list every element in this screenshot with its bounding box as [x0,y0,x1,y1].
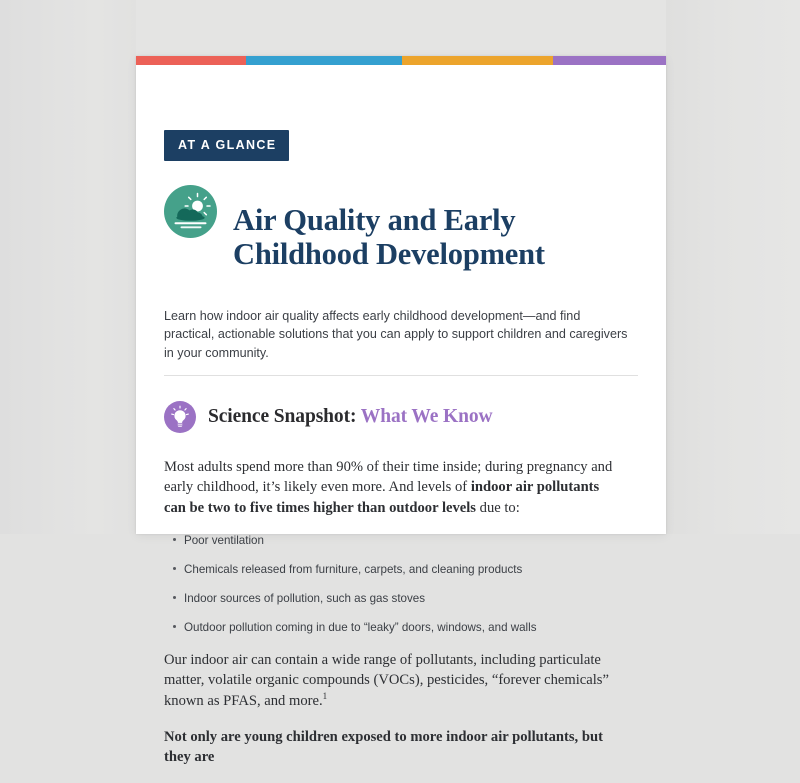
paragraph-3: Not only are young children exposed to more indoor air pollutants, but they are [164,728,603,766]
badge-container [164,65,638,161]
list-item: Indoor sources of pollution, such as gas stoves [184,591,638,606]
document-content [164,65,638,783]
footnote-marker: 1 [322,691,328,702]
paragraph-1-text-a: Most adults spend more than 90% of their time inside; during pregnancy and early childhood, it’s likely even more. And levels of [164,458,613,496]
page-title-line-1: Air Quality and Early [233,202,516,237]
section-title-accent: What We Know [360,406,493,428]
list-item: Poor ventilation [184,533,638,548]
paragraph-1-text-b: due to: [476,499,520,516]
at-a-glance-badge: AT A GLANCE [164,130,289,161]
rule-segment-blue [246,56,402,65]
title-row [164,181,638,292]
rule-segment-orange [402,56,553,65]
list-item: Chemicals released from furniture, carpets, and cleaning products [184,562,638,577]
causes-list [164,533,638,635]
paragraph-2-text: Our indoor air can contain a wide range of pollutants, including particulate matter, volatile organic compounds (VOCs), pesticides, “forever chemicals” known as PFAS, and more. [164,651,609,709]
color-rule-bar [136,56,666,65]
document-sheet [136,56,666,766]
page-backdrop-right [666,0,800,534]
paragraph-1 [164,457,616,519]
page-title-line-2: Childhood Development [233,237,545,272]
rule-segment-purple [553,56,666,65]
list-item: Outdoor pollution coming in due to “leaky” doors, windows, and walls [184,620,638,635]
page-title [233,201,545,271]
document-deck: Learn how indoor air quality affects early childhood development—and find practical, actionable solutions that you can apply to support children and caregivers in your community. [164,308,628,360]
section-heading-row [164,390,638,444]
paragraph-1-emphasis: indoor air pollutants can be two to five times higher than outdoor levels [164,479,600,516]
paragraph-2 [164,650,616,712]
section-divider [164,375,638,376]
air-quality-smog-icon [164,185,217,238]
rule-segment-red [136,56,246,65]
lightbulb-icon [164,401,196,433]
section-title-main: Science Snapshot: [208,406,357,428]
page-backdrop-left [0,0,136,534]
section-title [208,406,493,428]
